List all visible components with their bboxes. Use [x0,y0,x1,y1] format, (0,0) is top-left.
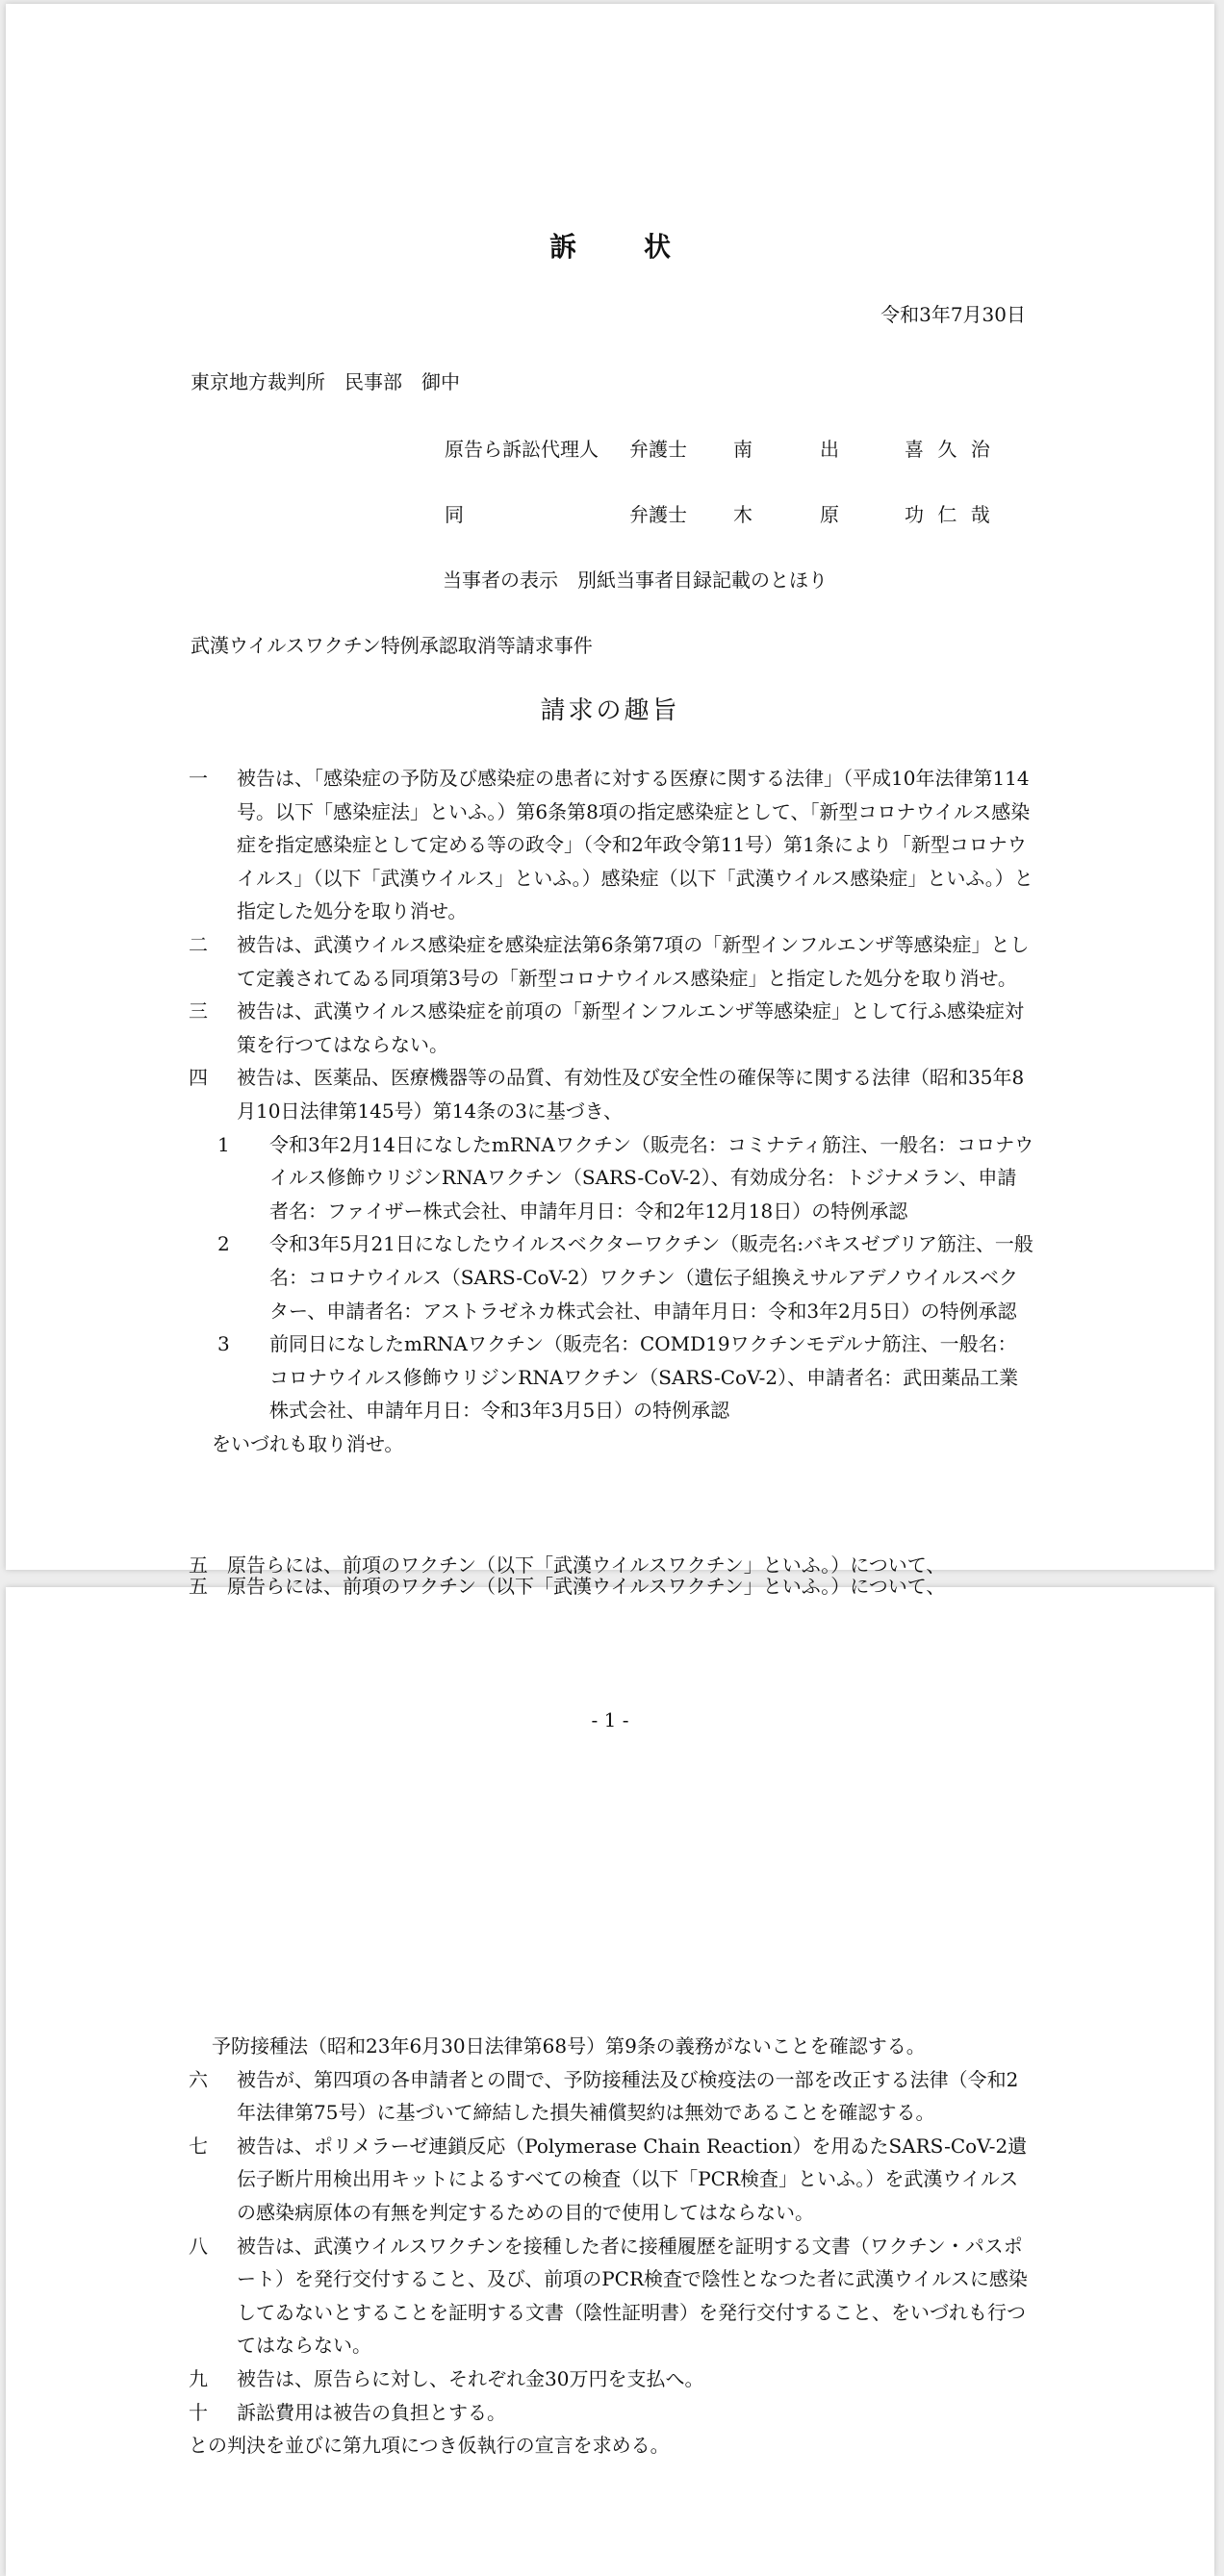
page-number: - 1 - [591,1708,629,1731]
claim-text: 被告は、原告らに対し、それぞれ金30万円を支払へ。 [237,2366,704,2390]
attorney-title: 弁護士 [629,438,687,461]
claim-text: 訴訟費用は被告の負担とする。 [237,2400,506,2424]
attorney-name-part: 南 [733,438,752,461]
subitem-text: 令和3年2月14日になしたmRNAワクチン（販売名：コミナティ筋注、一般名：コロナウイルス修飾ウリジンRNAワクチン（SARS-CoV-2）、有効成分名：トジナメラン、申請者名：ファイザー株式会社、申請年月日：令和2年12月18日）の特例承認 [269,1132,1034,1223]
claim-item [189,762,1035,928]
claim-number: 四 [189,1066,208,1090]
claim-number: 六 [189,2067,208,2091]
claim-text: 被告は、ポリメラーゼ連鎖反応（Polymerase Chain Reaction）を用ゐたSARS-CoV-2遺伝子断片用検出用キットによるすべての検査（以下「PCR検査」といふ。）を武漢ウイルスの感染病原体の有無を判定するための目的で使用してはならない。 [237,2134,1028,2224]
attorney-name-part: 功 仁 哉 [905,503,994,526]
claim-item [189,2063,1035,2130]
document-title: 訴状 [548,231,738,263]
claim-number: 二 [189,932,208,956]
claim-number: 八 [189,2234,208,2258]
claim-5-continuation: 予防接種法（昭和23年6月30日法律第68号）第9条の義務がないことを確認する。 [212,2034,926,2058]
attorney-role: 同 [445,503,464,526]
section-heading: 請求の趣旨 [540,696,680,725]
claim-item [189,2130,1035,2230]
attorney-name-part: 喜 久 治 [905,438,994,461]
claim-number: 七 [189,2134,208,2158]
document-page-1 [6,4,1214,1577]
claim-item [189,995,1035,1061]
claim-item [189,928,1035,995]
claim-text: 被告が、第四項の各申請者との間で、予防接種法及び検疫法の一部を改正する法律（令和2年法律第75号）に基づいて締結した損失補償契約は無効であることを確認する。 [237,2067,1019,2125]
claim-subitem [189,1128,1035,1228]
attorney-name-part: 原 [820,503,839,526]
document-page-2 [6,1575,1214,2576]
claim-text: 被告は、武漢ウイルス感染症を感染症法第6条第7項の「新型インフルエンザ等感染症」として定義されてゐる同項第3号の「新型コロナウイルス感染症」と指定した処分を取り消せ。 [237,932,1030,990]
subitem-number: 2 [217,1232,230,1256]
claim-item [189,2396,1035,2430]
attorney-role: 原告ら訴訟代理人 [445,438,599,461]
subitem-text: 前同日になしたmRNAワクチン（販売名：COMD19ワクチンモデルナ筋注、一般名：コロナウイルス修飾ウリジンRNAワクチン（SARS-CoV-2）、申請者名：武田薬品工業株式会社、申請年月日：令和3年3月5日）の特例承認 [269,1332,1019,1423]
subitem-number: 3 [217,1332,230,1356]
claim-text: 被告は、「感染症の予防及び感染症の患者に対する医療に関する法律」（平成10年法律第114号。以下「感染症法」といふ。）第6条第8項の指定感染症として、「新型コロナウイルス感染症を指定感染症として定める等の政令」（令和2年政令第11号）第1条により「新型コロナウイルス」（以下「武漢ウイルス」といふ。）感染症（以下「武漢ウイルス感染症」といふ。）と指定した処分を取り消せ。 [237,767,1033,923]
party-statement: 当事者の表示 別紙当事者目録記載のとほり [443,568,828,592]
filing-date: 令和3年7月30日 [880,303,1026,326]
attorney-title: 弁護士 [629,503,687,526]
claims-list-continued [189,2030,1035,2462]
claim-text: 被告は、武漢ウイルスワクチンを接種した者に接種履歴を証明する文書（ワクチン・パスポート）を発行交付すること、及び、前項のPCR検査で陰性となつた者に武漢ウイルスに感染してゐないとすることを証明する文書（陰性証明書）を発行交付すること、をいづれも行つてはならない。 [237,2234,1028,2358]
claim-item [189,2230,1035,2362]
claim-number: 九 [189,2366,208,2390]
claim-text: 被告は、医薬品、医療機器等の品質、有効性及び安全性の確保等に関する法律（昭和35年8月10日法律第145号）第14条の3に基づき、 [237,1066,1025,1123]
attorney-name-part: 出 [820,438,839,461]
claim-item [189,1061,1035,1127]
attorney-name-part: 木 [733,503,752,526]
claim-number: 十 [189,2400,208,2424]
case-name: 武漢ウイルスワクチン特例承認取消等請求事件 [191,634,593,657]
closing-statement: との判決を並びに第九項につき仮執行の宣言を求める。 [189,2434,670,2458]
claim-number: 一 [189,767,208,790]
court-addressee: 東京地方裁判所 民事部 御中 [191,370,460,393]
claim-subitem [189,1227,1035,1327]
claim-4-tail: をいづれも取り消せ。 [212,1431,404,1455]
claim-text: 被告は、武漢ウイルス感染症を前項の「新型インフルエンザ等感染症」として行ふ感染症対策を行つてはならない。 [237,999,1024,1056]
claims-list [189,762,1035,1460]
subitem-text: 令和3年5月21日になしたウイルスベクターワクチン（販売名:バキスゼブリア筋注、一般名：コロナウイルス（SARS-CoV-2）ワクチン（遺伝子組換えサルアデノウイルスベクター、申請者名：アストラゼネカ株式会社、申請年月日：令和3年2月5日）の特例承認 [269,1232,1033,1323]
subitem-number: 1 [217,1132,230,1156]
claim-subitem [189,1327,1035,1427]
page-break-cut-line: 五 原告らには、前項のワクチン（以下「武漢ウイルスワクチン」といふ。）について、 [189,1553,946,1577]
claim-number: 三 [189,999,208,1023]
claim-item [189,2362,1035,2396]
page-break-cut-line: 五 原告らには、前項のワクチン（以下「武漢ウイルスワクチン」といふ。）について、 [189,1575,946,1598]
